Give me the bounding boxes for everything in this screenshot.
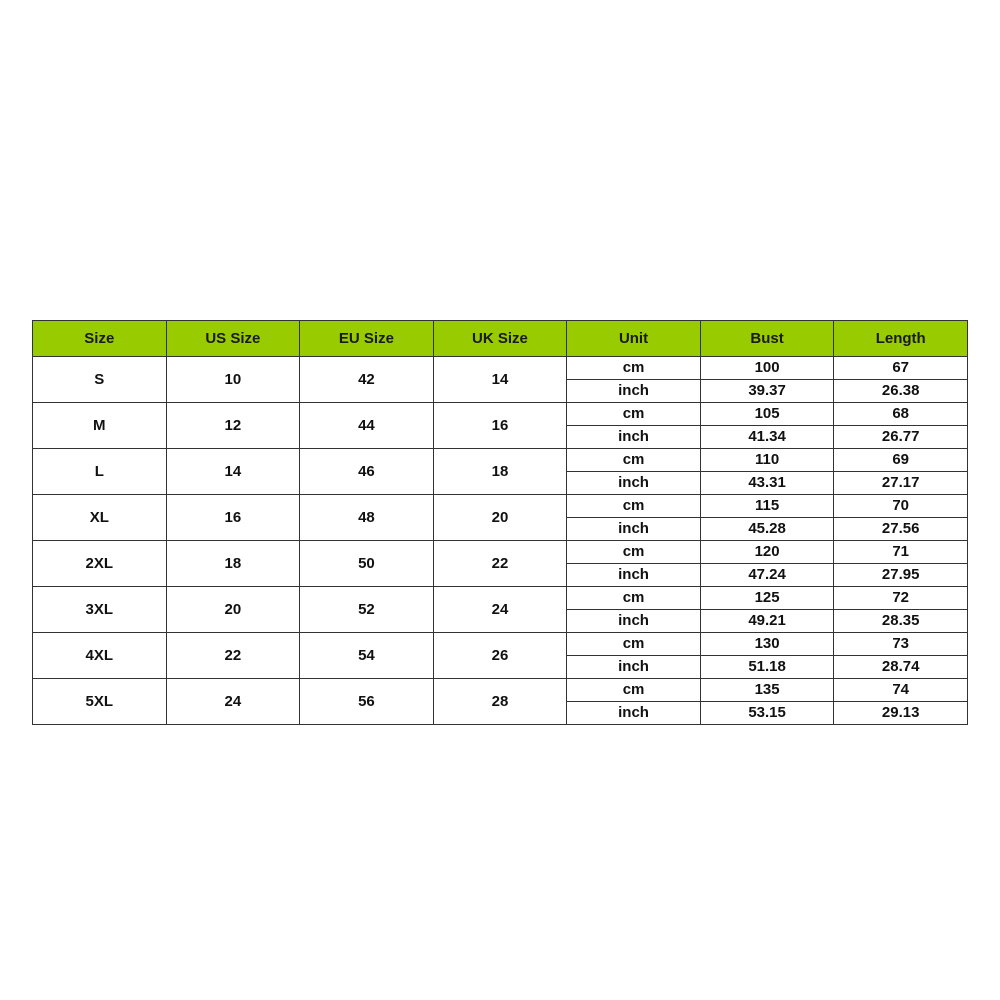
cell-unit-inch: inch [567,518,701,541]
cell-bust-inch: 39.37 [700,380,834,403]
cell-uk-size: 20 [433,495,567,541]
cell-size: XL [33,495,167,541]
cell-uk-size: 22 [433,541,567,587]
cell-bust-inch: 51.18 [700,656,834,679]
header-size: Size [33,321,167,357]
cell-uk-size: 18 [433,449,567,495]
table-row [33,587,968,610]
cell-length-cm: 71 [834,541,968,564]
cell-bust-inch: 43.31 [700,472,834,495]
cell-eu-size: 56 [300,679,434,725]
cell-us-size: 14 [166,449,300,495]
cell-uk-size: 26 [433,633,567,679]
cell-unit-inch: inch [567,564,701,587]
cell-length-cm: 69 [834,449,968,472]
cell-bust-cm: 110 [700,449,834,472]
cell-unit-cm: cm [567,357,701,380]
cell-unit-cm: cm [567,541,701,564]
cell-unit-cm: cm [567,403,701,426]
cell-bust-cm: 100 [700,357,834,380]
cell-us-size: 12 [166,403,300,449]
table-row [33,679,968,702]
cell-unit-inch: inch [567,656,701,679]
table-row [33,541,968,564]
size-chart-table [32,320,968,725]
cell-size: 3XL [33,587,167,633]
cell-length-inch: 27.17 [834,472,968,495]
cell-us-size: 10 [166,357,300,403]
cell-length-inch: 27.95 [834,564,968,587]
cell-eu-size: 42 [300,357,434,403]
cell-size: L [33,449,167,495]
cell-size: 5XL [33,679,167,725]
cell-eu-size: 44 [300,403,434,449]
cell-bust-inch: 41.34 [700,426,834,449]
cell-length-cm: 67 [834,357,968,380]
cell-eu-size: 50 [300,541,434,587]
cell-length-inch: 29.13 [834,702,968,725]
table-body [33,357,968,725]
cell-bust-cm: 115 [700,495,834,518]
cell-unit-cm: cm [567,679,701,702]
cell-length-cm: 74 [834,679,968,702]
cell-uk-size: 14 [433,357,567,403]
cell-bust-cm: 130 [700,633,834,656]
header-us-size: US Size [166,321,300,357]
cell-size: 4XL [33,633,167,679]
cell-eu-size: 48 [300,495,434,541]
header-uk-size: UK Size [433,321,567,357]
cell-eu-size: 54 [300,633,434,679]
table-row [33,403,968,426]
cell-unit-inch: inch [567,426,701,449]
cell-length-inch: 26.38 [834,380,968,403]
cell-size: 2XL [33,541,167,587]
header-eu-size: EU Size [300,321,434,357]
cell-length-inch: 28.35 [834,610,968,633]
cell-bust-cm: 135 [700,679,834,702]
cell-uk-size: 28 [433,679,567,725]
table-header-row [33,321,968,357]
header-bust: Bust [700,321,834,357]
cell-unit-inch: inch [567,702,701,725]
cell-length-cm: 72 [834,587,968,610]
cell-us-size: 22 [166,633,300,679]
cell-bust-cm: 125 [700,587,834,610]
table-row [33,449,968,472]
header-unit: Unit [567,321,701,357]
cell-bust-inch: 53.15 [700,702,834,725]
cell-length-inch: 26.77 [834,426,968,449]
table-row [33,357,968,380]
cell-unit-cm: cm [567,495,701,518]
cell-size: M [33,403,167,449]
cell-eu-size: 46 [300,449,434,495]
cell-bust-inch: 49.21 [700,610,834,633]
cell-unit-inch: inch [567,472,701,495]
cell-unit-inch: inch [567,610,701,633]
cell-us-size: 16 [166,495,300,541]
table-row [33,495,968,518]
cell-size: S [33,357,167,403]
cell-bust-cm: 120 [700,541,834,564]
cell-bust-inch: 45.28 [700,518,834,541]
cell-us-size: 20 [166,587,300,633]
cell-eu-size: 52 [300,587,434,633]
table-row [33,633,968,656]
header-length: Length [834,321,968,357]
cell-length-cm: 70 [834,495,968,518]
cell-us-size: 24 [166,679,300,725]
cell-uk-size: 24 [433,587,567,633]
cell-unit-cm: cm [567,587,701,610]
cell-unit-cm: cm [567,449,701,472]
cell-us-size: 18 [166,541,300,587]
cell-unit-inch: inch [567,380,701,403]
cell-unit-cm: cm [567,633,701,656]
cell-length-inch: 27.56 [834,518,968,541]
cell-length-cm: 68 [834,403,968,426]
cell-length-inch: 28.74 [834,656,968,679]
cell-uk-size: 16 [433,403,567,449]
cell-bust-cm: 105 [700,403,834,426]
cell-length-cm: 73 [834,633,968,656]
cell-bust-inch: 47.24 [700,564,834,587]
